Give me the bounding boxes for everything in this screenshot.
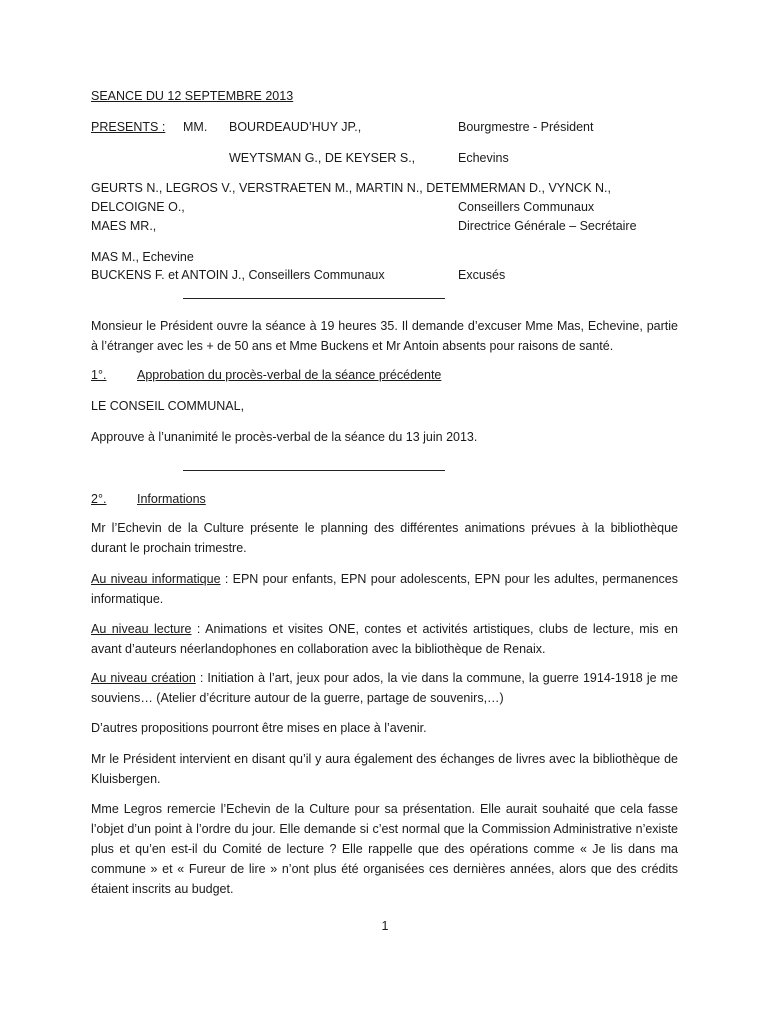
presents-label: PRESENTS : xyxy=(91,120,166,134)
lecture-label: Au niveau lecture xyxy=(91,622,192,636)
secretary-role: Directrice Générale – Secrétaire xyxy=(458,219,637,233)
aldermen-names: WEYTSMAN G., DE KEYSER S., xyxy=(229,151,416,165)
informatique-label: Au niveau informatique xyxy=(91,572,221,586)
item-2-paragraph-3 xyxy=(91,619,678,659)
item-1-council: LE CONSEIL COMMUNAL, xyxy=(91,399,245,413)
opening-paragraph: Monsieur le Président ouvre la séance à 19 heures 35. Il demande d’excuser Mme Mas, Echevine, partie à l’étranger avec les + de 50 ans et Mme Buckens et Mr Antoin absents pour raisons de santé. xyxy=(91,319,678,353)
secretary-name: MAES MR., xyxy=(91,219,157,233)
item-2-paragraph-4 xyxy=(91,668,678,708)
item-2-title: Informations xyxy=(137,492,206,506)
item-2-paragraph-1: Mr l’Echevin de la Culture présente le planning des différentes animations prévues à la bibliothèque durant le prochain trimestre. xyxy=(91,521,678,555)
creation-text: : Initiation à l’art, jeux pour ados, la vie dans la commune, la guerre 1914-1918 je me souviens… (Atelier d’écriture autour de la guerre, partage de souvenirs,…) xyxy=(91,671,679,705)
item-2-paragraph-6: Mr le Président intervient en disant qu’il y aura également des échanges de livres avec la bibliothèque de Kluisbergen. xyxy=(91,752,678,786)
item-2-paragraph-5: D’autres propositions pourront être mises en place à l’avenir. xyxy=(91,721,427,735)
excused-line-1: MAS M., Echevine xyxy=(91,250,194,264)
item-2-number: 2°. xyxy=(91,492,107,506)
excused-role: Excusés xyxy=(458,268,506,282)
lecture-text: : Animations et visites ONE, contes et activités artistiques, clubs de lecture, mis en avant d’auteurs néerlandophones en collaboration avec la bibliothèque de Renaix. xyxy=(91,622,678,656)
item-2-paragraph-7: Mme Legros remercie l’Echevin de la Culture pour sa présentation. Elle aurait souhaité que cela fasse l’objet d’un point à l’ordre du jour. Elle demande si c’est normal que la Commission Administrative n’existe plus et qu’en est-il du Comité de lecture ? Elle rappelle que des opérations comme « Je lis dans ma commune » et « Fureur de lire » n’ont plus été organisées ces dernières années, alors que des crédits étaient inscrits au budget. xyxy=(91,802,678,896)
informatique-text: : EPN pour enfants, EPN pour adolescents, EPN pour les adultes, permanences informatique. xyxy=(91,572,679,606)
mm-label: MM. xyxy=(183,120,208,134)
aldermen-role: Echevins xyxy=(458,151,509,165)
item-1-title: Approbation du procès-verbal de la séance précédente xyxy=(137,368,442,382)
excused-line-2: BUCKENS F. et ANTOIN J., Conseillers Communaux xyxy=(91,268,385,282)
separator-line xyxy=(183,470,445,471)
councillors-role: Conseillers Communaux xyxy=(458,200,595,214)
creation-label: Au niveau création xyxy=(91,671,196,685)
councillors-line-1: GEURTS N., LEGROS V., VERSTRAETEN M., MARTIN N., DETEMMERMAN D., VYNCK N., xyxy=(91,181,611,195)
item-1-decision: Approuve à l’unanimité le procès-verbal de la séance du 13 juin 2013. xyxy=(91,430,478,444)
seance-title: SEANCE DU 12 SEPTEMBRE 2013 xyxy=(91,89,294,103)
mayor-name: BOURDEAUD’HUY JP., xyxy=(229,120,362,134)
item-1-number: 1°. xyxy=(91,368,107,382)
separator-line xyxy=(183,298,445,299)
mayor-role: Bourgmestre - Président xyxy=(458,120,594,134)
page-number: 1 xyxy=(381,919,389,933)
councillors-line-2: DELCOIGNE O., xyxy=(91,200,185,214)
item-2-paragraph-2 xyxy=(91,569,678,609)
